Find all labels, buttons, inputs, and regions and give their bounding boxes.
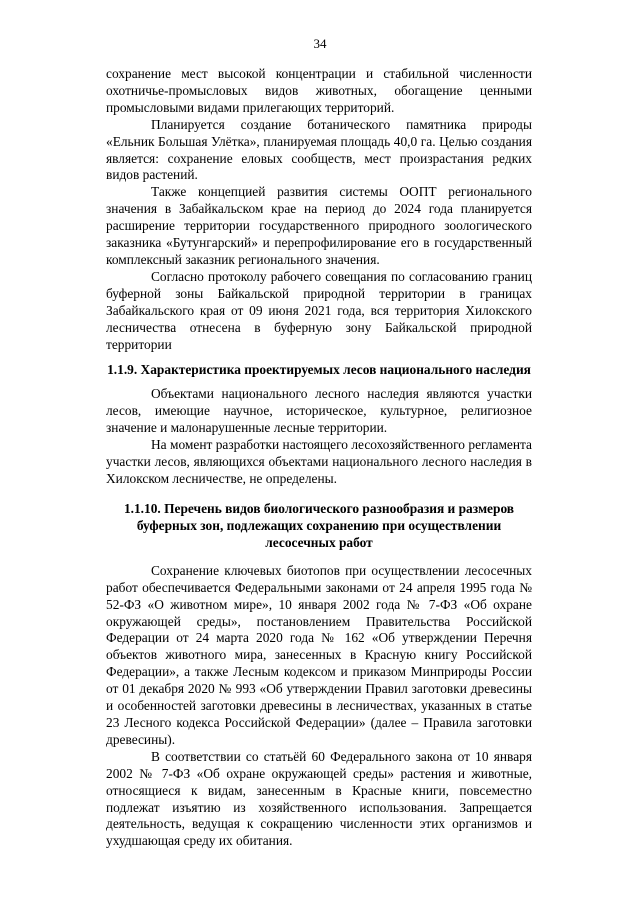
paragraph: Согласно протоколу рабочего совещания по согласованию границ буферной зоны Байкальской природной территории в границах Забайкальского края от 09 июня 2021 года, вся территория Хилокского лесничества отнесена в буферную зону Байкальской природной территории bbox=[106, 268, 532, 352]
section-heading-1-1-10: 1.1.10. Перечень видов биологического разнообразия и размеров буферных зон, подлежащих сохранению при осуществлении лесосечных работ bbox=[123, 500, 515, 550]
page-body bbox=[106, 66, 532, 850]
paragraph: Объектами национального лесного наследия являются участки лесов, имеющие научное, историческое, культурное, религиозное значение и малонарушенные лесные территории. bbox=[106, 386, 532, 436]
paragraph: Также концепцией развития системы ООПТ регионального значения в Забайкальском крае на период до 2024 года планируется расширение территории государственного природного зоологического заказника «Бутунгарский» и перепрофилирование его в государственный комплексный заказник регионального значения. bbox=[106, 184, 532, 267]
paragraph: На момент разработки настоящего лесохозяйственного регламента участки лесов, являющихся объектами национального лесного наследия в Хилокском лесничестве, не определены. bbox=[106, 437, 532, 486]
page-number: 34 bbox=[313, 36, 327, 51]
paragraph: Сохранение ключевых биотопов при осуществлении лесосечных работ обеспечивается Федеральными законами от 24 апреля 1995 года № 52-ФЗ «О животном мире», 10 января 2002 года № 7-ФЗ «Об охране окружающей среды», постановлением Правительства Российской Федерации от 24 марта 2020 года № 162 «Об утверждении Перечня объектов животного мира, занесенных в Красную книгу Российской Федерации», а также Лесным кодексом и приказом Минприроды России от 01 декабря 2020 № 993 «Об утверждении Правил заготовки древесины и особенностей заготовки древесины в лесничествах, указанных в статье 23 Лесного кодекса Российской Федерации» (далее – Правила заготовки древесины). bbox=[106, 562, 532, 747]
section-heading-1-1-9: 1.1.9. Характеристика проектируемых лесов национального наследия bbox=[107, 362, 531, 378]
paragraph: сохранение мест высокой концентрации и стабильной численности охотничье-промысловых видов животных, обогащение ценными промысловыми видами прилегающих территорий. bbox=[106, 66, 532, 115]
paragraph: Планируется создание ботанического памятника природы «Ельник Большая Улётка», планируемая площадь 40,0 га. Целью создания является: сохранение еловых сообществ, мест произрастания редких видов растений. bbox=[106, 116, 532, 183]
paragraph: В соответствии со статьёй 60 Федерального закона от 10 января 2002 № 7-ФЗ «Об охране окружающей среды» растения и животные, относящиеся к видам, занесенным в Красные книги, повсеместно подлежат изъятию из хозяйственного использования. Запрещается деятельность, ведущая к сокращению численности этих организмов и ухудшающая среду их обитания. bbox=[106, 748, 532, 849]
